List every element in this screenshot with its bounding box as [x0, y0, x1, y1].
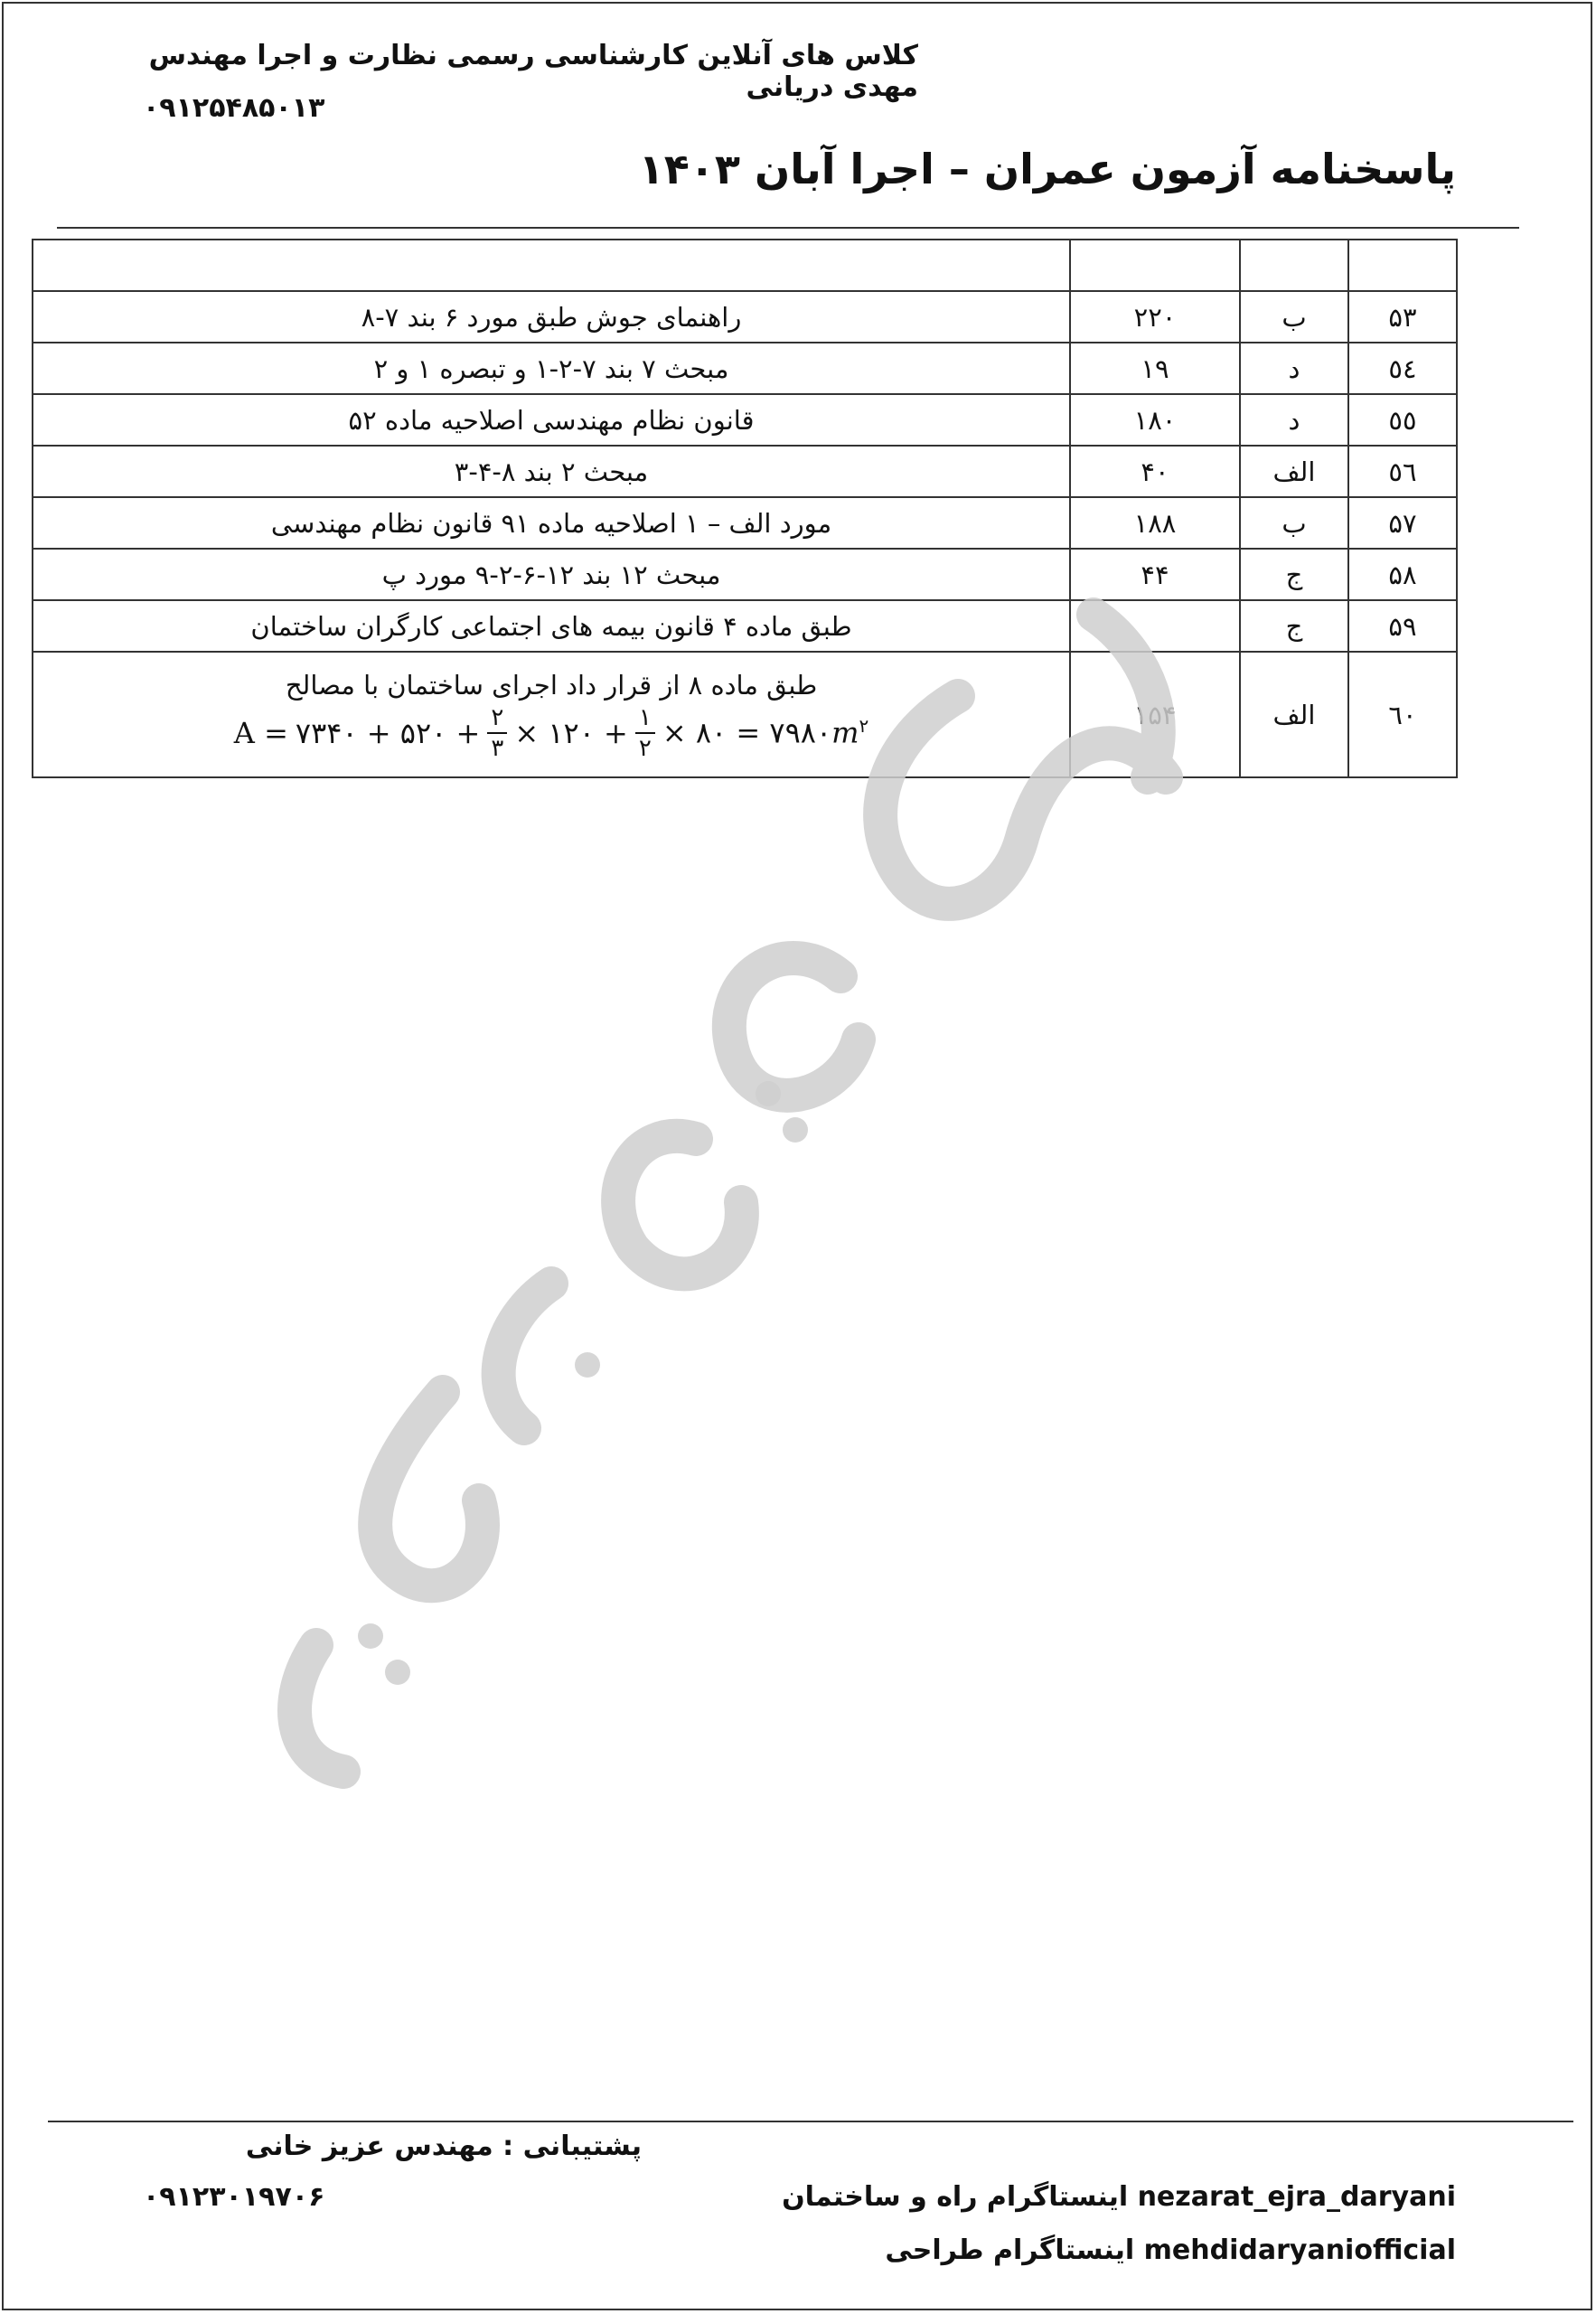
answer-page-cell: ۱۸۸ [1070, 497, 1240, 549]
support-phone: ۰۹۱۲۳۰۱۹۷۰۶ [143, 2181, 325, 2213]
contact-phone: ۰۹۱۲۵۴۸۵۰۱۳ [143, 92, 325, 124]
answer-page-cell: ۴۴ [1070, 549, 1240, 600]
question-number-cell: ٥٦ [1348, 446, 1457, 497]
answer-choice-cell: ج [1240, 549, 1348, 600]
page-title: پاسخنامه آزمون عمران – اجرا آبان ۱۴۰۳ [638, 145, 1456, 193]
answer-choice-cell: د [1240, 343, 1348, 394]
answer-choice-cell: ج [1240, 600, 1348, 652]
table-header-row [33, 240, 1457, 291]
question-number-cell: ٥٤ [1348, 343, 1457, 394]
fraction-bar [487, 732, 507, 734]
answer-page-cell: ۱۵۴ [1070, 652, 1240, 777]
class-info-line: کلاس های آنلاین کارشناسی رسمی نظارت و اجرا مهندس مهدی دریانی [148, 40, 918, 103]
header-cell-description [33, 240, 1070, 291]
question-number-cell: ۵۳ [1348, 291, 1457, 343]
area-formula [233, 703, 869, 762]
formula-term-2: × ۱۲۰ + [514, 715, 628, 750]
answer-table-last [33, 652, 1457, 777]
answer-description-cell: مبحث ۱۲ بند ۱۲-۶-۲-۹ مورد پ [33, 549, 1070, 600]
top-divider [57, 227, 1519, 229]
fraction-one-half [635, 703, 655, 762]
instagram-design [643, 2234, 1456, 2266]
table-row [33, 497, 1457, 549]
formula-unit: m [831, 715, 859, 750]
fraction-numerator: ۲ [491, 703, 504, 731]
fraction-bar [635, 732, 655, 734]
answer-page-cell: ۴۰ [1070, 446, 1240, 497]
question-number-cell: ٦۰ [1348, 652, 1457, 777]
answer-table [32, 239, 1458, 778]
bottom-divider [48, 2121, 1573, 2122]
answer-choice-cell: الف [1240, 652, 1348, 777]
answer-description-cell: راهنمای جوش طبق مورد ۶ بند ۷-۸ [33, 291, 1070, 343]
table-row [33, 600, 1457, 652]
answer-choice-cell: الف [1240, 446, 1348, 497]
instagram-civil-label: اینستاگرام راه و ساختمان [782, 2181, 1138, 2213]
answer-page-cell: ۱۸۰ [1070, 394, 1240, 446]
table-row [33, 446, 1457, 497]
instagram-civil [643, 2181, 1456, 2213]
answer-table-body [33, 240, 1457, 652]
answer-page-cell: ۲۲۰ [1070, 291, 1240, 343]
header-cell-page [1070, 240, 1240, 291]
answer-description-cell: مبحث ۲ بند ۸-۴-۳ [33, 446, 1070, 497]
header-cell-number [1348, 240, 1457, 291]
question-number-cell: ۵۸ [1348, 549, 1457, 600]
table-row [33, 549, 1457, 600]
fraction-denominator: ۳ [491, 734, 504, 762]
header-cell-choice [1240, 240, 1348, 291]
answer-choice-cell: ب [1240, 497, 1348, 549]
support-contact: پشتیبانی : مهندس عزیز خانی [245, 2131, 642, 2162]
answer-description: طبق ماده ۸ از قرار داد اجرای ساختمان با مصالح [285, 669, 818, 701]
formula-exponent: ۲ [859, 715, 869, 738]
answer-description-cell: مورد الف – ۱ اصلاحیه ماده ۹۱ قانون نظام مهندسی [33, 497, 1070, 549]
answer-description-cell: قانون نظام مهندسی اصلاحیه ماده ۵۲ [33, 394, 1070, 446]
fraction-denominator: ۲ [638, 734, 652, 762]
formula-lhs: A = [233, 715, 288, 750]
table-row [33, 343, 1457, 394]
question-number-cell: ۵۷ [1348, 497, 1457, 549]
answer-description-cell: مبحث ۷ بند ۷-۲-۱ و تبصره ۱ و ۲ [33, 343, 1070, 394]
answer-description-cell: طبق ماده ۴ قانون بیمه های اجتماعی کارگران ساختمان [33, 600, 1070, 652]
table-row [33, 291, 1457, 343]
formula-term-3: × ۸۰ = ۷۹۸۰ [662, 715, 832, 750]
table-row-60 [33, 652, 1457, 777]
instagram-civil-handle[interactable]: nezarat_ejra_daryani [1137, 2181, 1456, 2213]
answer-page-cell: ۱۹ [1070, 343, 1240, 394]
table-row [33, 394, 1457, 446]
formula-term-1: ۷۳۴۰ + ۵۲۰ + [295, 715, 481, 750]
answer-choice-cell: د [1240, 394, 1348, 446]
question-number-cell: ٥٥ [1348, 394, 1457, 446]
answer-choice-cell: ب [1240, 291, 1348, 343]
question-number-cell: ۵۹ [1348, 600, 1457, 652]
answer-description-cell [33, 652, 1070, 777]
fraction-two-thirds [487, 703, 507, 762]
formula-result [662, 715, 868, 750]
instagram-design-handle[interactable]: mehdidaryaniofficial [1143, 2234, 1456, 2266]
answer-page-cell [1070, 600, 1240, 652]
instagram-design-label: اینستاگرام طراحی [885, 2234, 1144, 2266]
fraction-numerator: ۱ [638, 703, 652, 731]
